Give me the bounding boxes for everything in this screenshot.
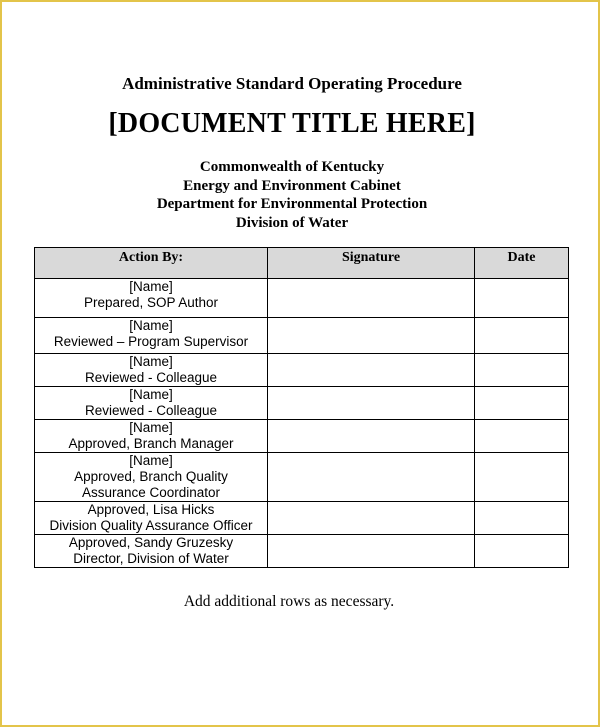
footer-note: Add additional rows as necessary.	[183, 593, 395, 610]
date-header: Date	[475, 248, 569, 279]
date-cell[interactable]	[475, 387, 569, 420]
table-row	[35, 502, 569, 535]
approval-rows	[35, 279, 569, 568]
action-by-line: [Name]	[129, 387, 173, 402]
action-by-header: Action By:	[35, 248, 268, 279]
table-row	[35, 420, 569, 453]
action-by-line: Approved, Sandy Gruzesky	[68, 535, 234, 550]
action-by-line: Reviewed - Colleague	[84, 403, 218, 418]
organization-line: Department for Environmental Protection	[156, 196, 428, 212]
action-by-cell	[35, 279, 268, 318]
action-by-line: Division Quality Assurance Officer	[49, 518, 253, 533]
action-by-cell	[35, 354, 268, 387]
action-by-cell	[35, 453, 268, 502]
organization-block	[2, 158, 582, 232]
action-by-cell	[35, 535, 268, 568]
table-row	[35, 535, 569, 568]
action-by-line: [Name]	[129, 318, 173, 333]
action-by-cell	[35, 387, 268, 420]
action-by-line: Reviewed - Colleague	[84, 370, 218, 385]
table-row	[35, 354, 569, 387]
table-row	[35, 279, 569, 318]
action-by-line: Assurance Coordinator	[81, 485, 221, 500]
action-by-line: Approved, Branch Manager	[68, 436, 234, 451]
procedure-type-heading: Administrative Standard Operating Procedure	[122, 74, 462, 93]
action-by-cell	[35, 420, 268, 453]
date-cell[interactable]	[475, 453, 569, 502]
document-title: [DOCUMENT TITLE HERE]	[108, 108, 476, 139]
action-by-line: [Name]	[129, 453, 173, 468]
action-by-line: Approved, Lisa Hicks	[87, 502, 215, 517]
organization-line: Commonwealth of Kentucky	[199, 159, 385, 175]
action-by-line: Reviewed – Program Supervisor	[53, 334, 249, 349]
approval-table	[34, 247, 569, 568]
date-cell[interactable]	[475, 502, 569, 535]
table-row	[35, 453, 569, 502]
signature-header: Signature	[268, 248, 475, 279]
action-by-line: Approved, Branch Quality	[74, 469, 228, 484]
action-by-line: [Name]	[129, 279, 173, 294]
table-row	[35, 318, 569, 354]
organization-line: Energy and Environment Cabinet	[183, 177, 401, 194]
date-cell[interactable]	[475, 279, 569, 318]
signature-cell[interactable]	[268, 420, 475, 453]
date-cell[interactable]	[475, 318, 569, 354]
table-header-row	[35, 248, 569, 279]
date-cell[interactable]	[475, 354, 569, 387]
signature-cell[interactable]	[268, 279, 475, 318]
organization-line: Division of Water	[235, 214, 349, 231]
signature-cell[interactable]	[268, 535, 475, 568]
action-by-line: [Name]	[129, 420, 173, 435]
date-cell[interactable]	[475, 535, 569, 568]
action-by-line: [Name]	[129, 354, 173, 369]
signature-cell[interactable]	[268, 318, 475, 354]
action-by-line: Prepared, SOP Author	[83, 295, 219, 310]
signature-cell[interactable]	[268, 354, 475, 387]
signature-cell[interactable]	[268, 387, 475, 420]
date-cell[interactable]	[475, 420, 569, 453]
signature-cell[interactable]	[268, 453, 475, 502]
action-by-cell	[35, 318, 268, 354]
action-by-line: Director, Division of Water	[73, 551, 229, 566]
action-by-cell	[35, 502, 268, 535]
table-row	[35, 387, 569, 420]
signature-cell[interactable]	[268, 502, 475, 535]
